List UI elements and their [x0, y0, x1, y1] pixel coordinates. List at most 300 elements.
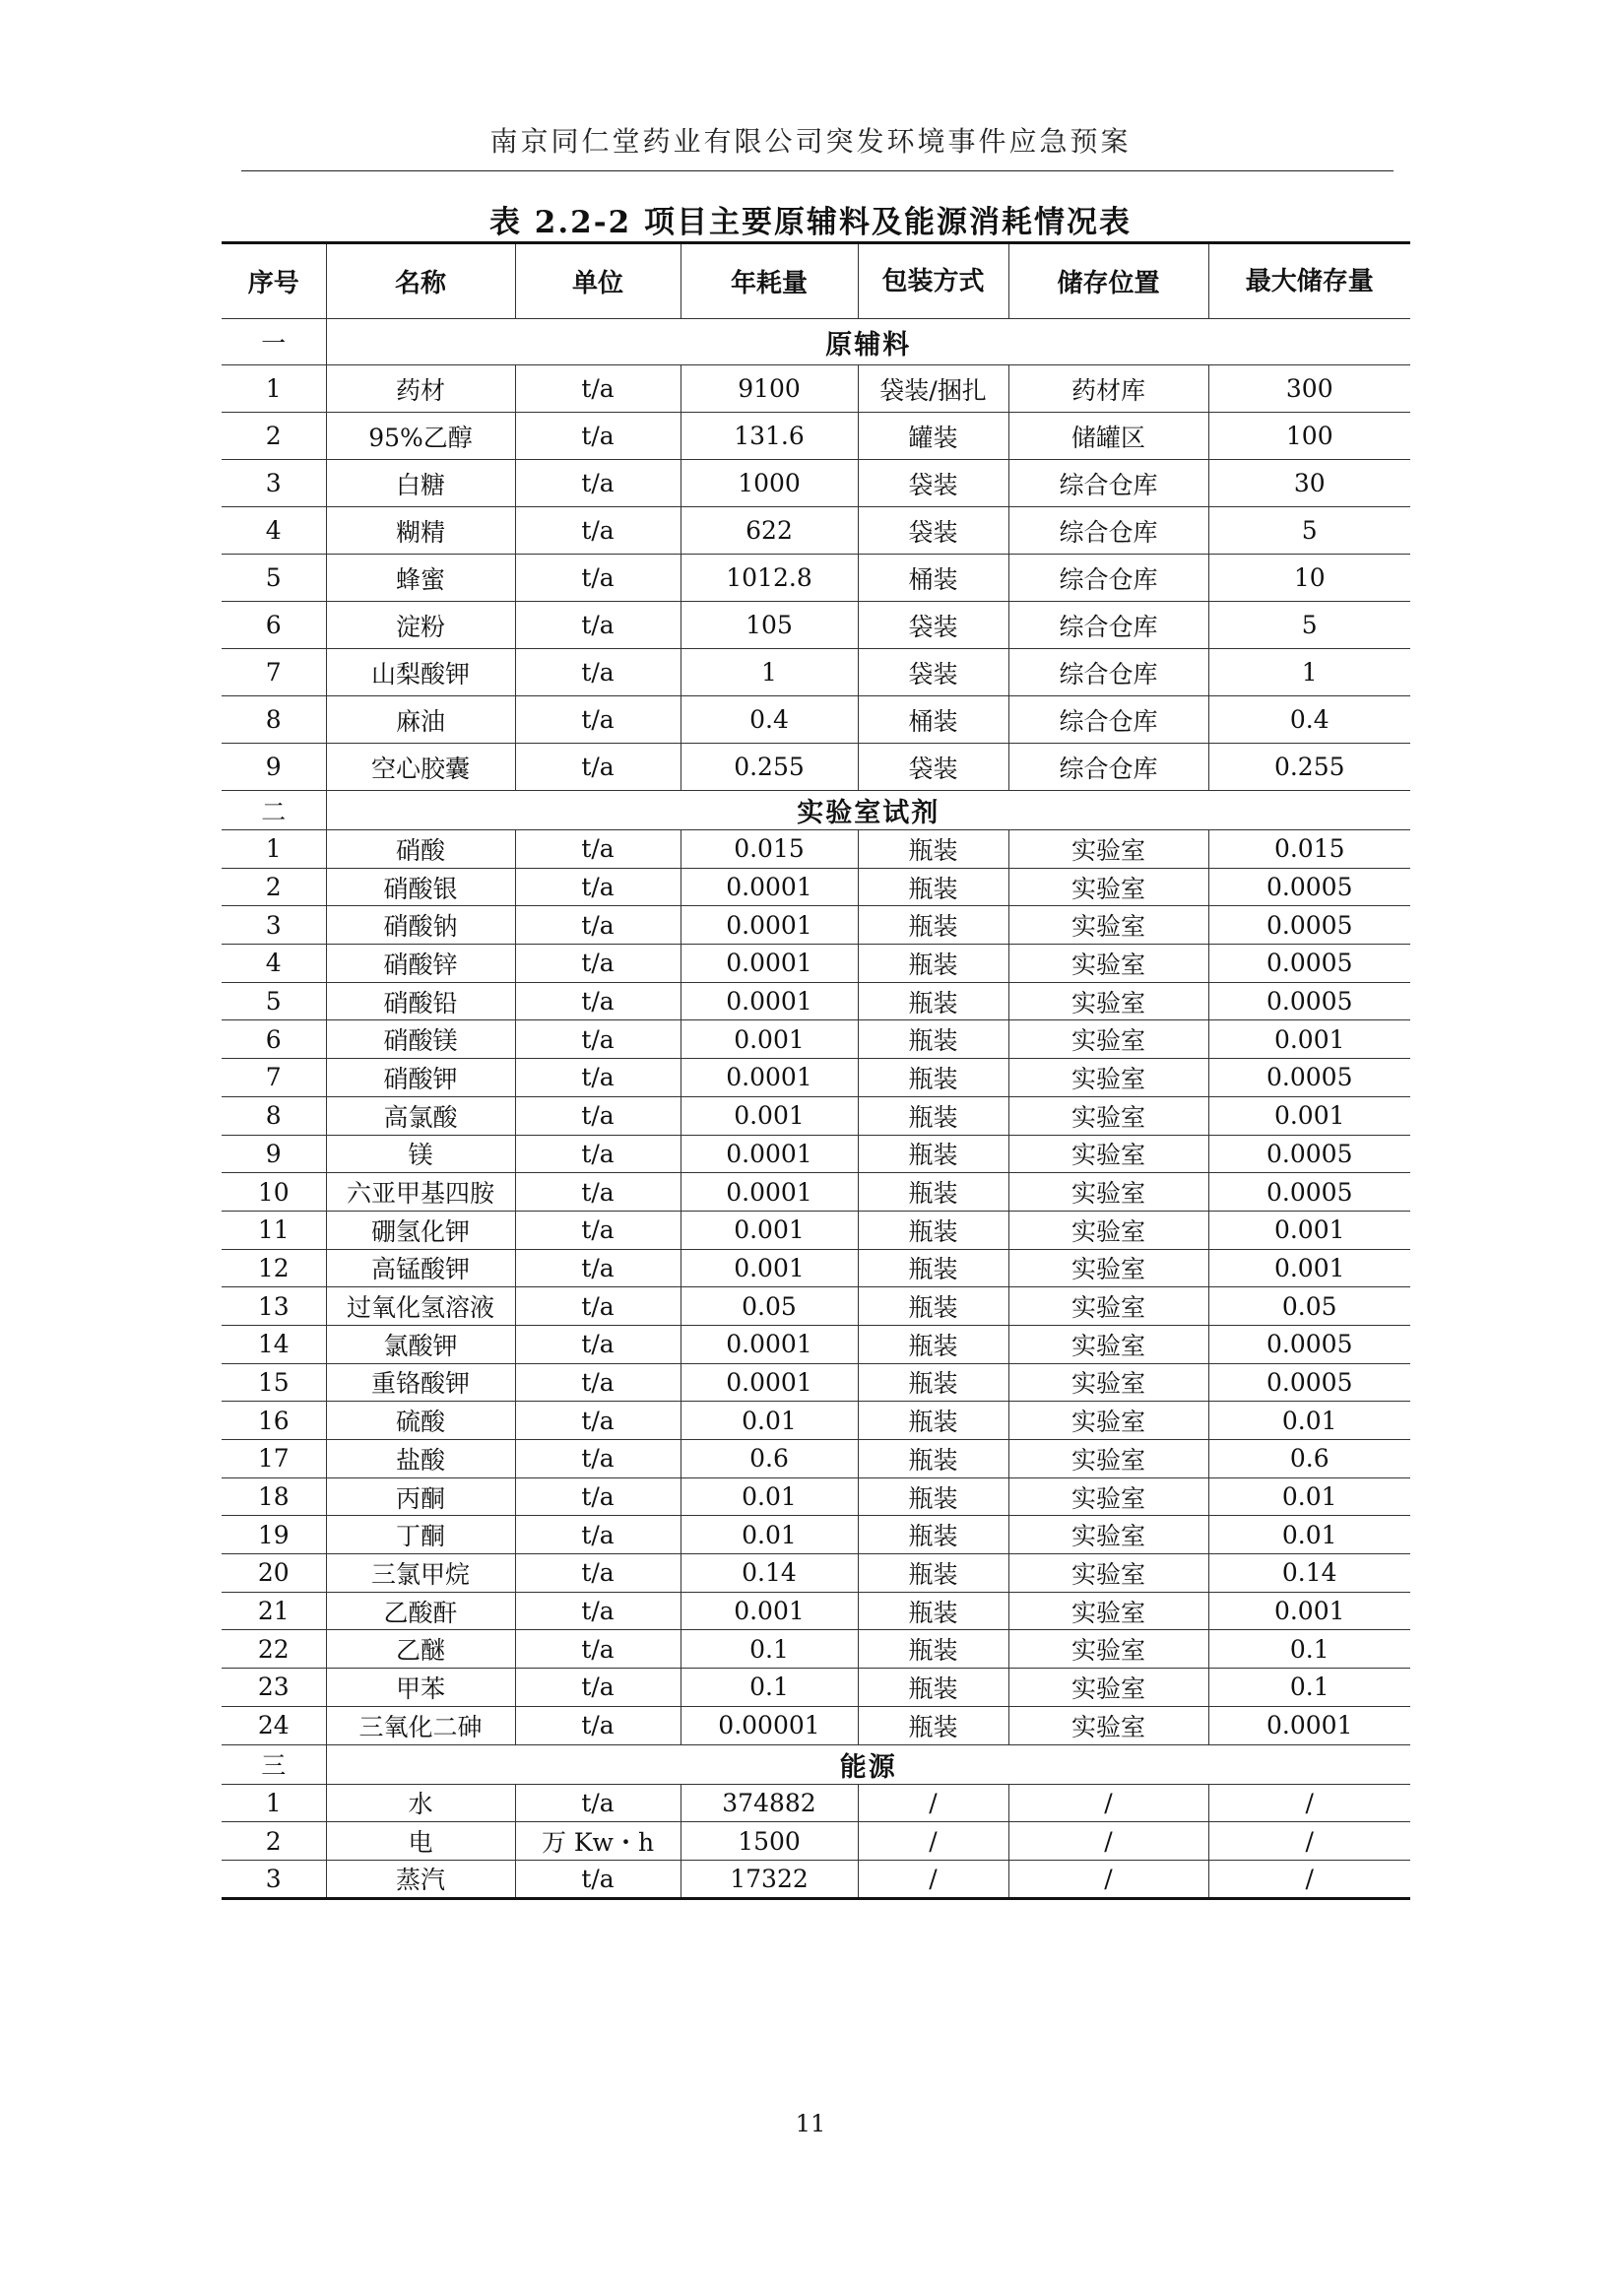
cell-packaging: 瓶装: [858, 1096, 1008, 1135]
section-title: 能源: [326, 1744, 1410, 1784]
table-row: [222, 1173, 1410, 1212]
cell-storage-location: 综合仓库: [1008, 555, 1208, 602]
cell-packaging: 瓶装: [858, 1363, 1008, 1402]
cell-packaging: 袋装: [858, 602, 1008, 649]
cell-annual-consumption: 0.0001: [681, 1059, 858, 1097]
table-body: [222, 319, 1410, 1899]
table-row: [222, 744, 1410, 791]
cell-unit: t/a: [515, 906, 681, 945]
cell-unit: t/a: [515, 696, 681, 744]
col-header-index: 序号: [222, 243, 326, 319]
cell-storage-location: 实验室: [1008, 1059, 1208, 1097]
cell-max-storage: /: [1208, 1822, 1410, 1861]
cell-unit: t/a: [515, 1287, 681, 1326]
cell-name: 六亚甲基四胺: [326, 1173, 515, 1212]
cell-name: 硝酸锌: [326, 945, 515, 983]
cell-name: 过氧化氢溶液: [326, 1287, 515, 1326]
cell-packaging: 瓶装: [858, 1477, 1008, 1516]
cell-index: 1: [222, 1784, 326, 1822]
cell-packaging: 瓶装: [858, 1287, 1008, 1326]
cell-name: 镁: [326, 1135, 515, 1173]
cell-annual-consumption: 374882: [681, 1784, 858, 1822]
cell-name: 电: [326, 1822, 515, 1861]
cell-index: 9: [222, 744, 326, 791]
table-row: [222, 945, 1410, 983]
cell-packaging: 瓶装: [858, 906, 1008, 945]
cell-max-storage: 100: [1208, 413, 1410, 460]
cell-unit: t/a: [515, 1211, 681, 1249]
cell-storage-location: 实验室: [1008, 1249, 1208, 1287]
cell-unit: t/a: [515, 1249, 681, 1287]
section-row: [222, 1744, 1410, 1784]
cell-storage-location: 实验室: [1008, 1477, 1208, 1516]
cell-storage-location: 实验室: [1008, 1173, 1208, 1212]
cell-storage-location: 实验室: [1008, 1554, 1208, 1593]
page-number: 11: [795, 2110, 826, 2137]
col-header-storage-location: 储存位置: [1008, 243, 1208, 319]
cell-packaging: 桶装: [858, 555, 1008, 602]
cell-annual-consumption: 0.001: [681, 1592, 858, 1630]
cell-unit: t/a: [515, 1516, 681, 1554]
table-row: [222, 1592, 1410, 1630]
cell-max-storage: 5: [1208, 602, 1410, 649]
cell-annual-consumption: 17322: [681, 1860, 858, 1898]
cell-packaging: 桶装: [858, 696, 1008, 744]
col-header-max-storage: 最大储存量: [1208, 243, 1410, 319]
table-row: [222, 1706, 1410, 1744]
cell-name: 硫酸: [326, 1402, 515, 1440]
cell-index: 13: [222, 1287, 326, 1326]
cell-packaging: 瓶装: [858, 830, 1008, 869]
cell-packaging: 罐装: [858, 413, 1008, 460]
cell-unit: t/a: [515, 555, 681, 602]
cell-unit: t/a: [515, 945, 681, 983]
cell-annual-consumption: 0.05: [681, 1287, 858, 1326]
cell-unit: t/a: [515, 1592, 681, 1630]
cell-max-storage: 0.001: [1208, 1592, 1410, 1630]
cell-annual-consumption: 0.001: [681, 1096, 858, 1135]
cell-storage-location: 实验室: [1008, 1211, 1208, 1249]
cell-max-storage: 0.255: [1208, 744, 1410, 791]
cell-index: 3: [222, 1860, 326, 1898]
cell-packaging: 瓶装: [858, 1402, 1008, 1440]
cell-annual-consumption: 0.4: [681, 696, 858, 744]
table-row: [222, 1020, 1410, 1059]
cell-annual-consumption: 0.001: [681, 1249, 858, 1287]
cell-packaging: 瓶装: [858, 1249, 1008, 1287]
cell-name: 硝酸镁: [326, 1020, 515, 1059]
cell-index: 3: [222, 906, 326, 945]
table-row: [222, 1363, 1410, 1402]
cell-name: 高锰酸钾: [326, 1249, 515, 1287]
table-row: [222, 1440, 1410, 1478]
cell-name: 甲苯: [326, 1669, 515, 1707]
table-row: [222, 460, 1410, 507]
cell-unit: t/a: [515, 868, 681, 906]
cell-index: 20: [222, 1554, 326, 1593]
cell-index: 22: [222, 1630, 326, 1669]
cell-index: 9: [222, 1135, 326, 1173]
cell-max-storage: 0.001: [1208, 1020, 1410, 1059]
cell-name: 硝酸铅: [326, 982, 515, 1020]
cell-unit: t/a: [515, 830, 681, 869]
cell-max-storage: 0.4: [1208, 696, 1410, 744]
cell-unit: t/a: [515, 1630, 681, 1669]
cell-name: 糊精: [326, 507, 515, 555]
header-divider: [241, 170, 1394, 171]
cell-storage-location: 实验室: [1008, 1706, 1208, 1744]
cell-name: 三氧化二砷: [326, 1706, 515, 1744]
cell-annual-consumption: 1500: [681, 1822, 858, 1861]
cell-name: 蜂蜜: [326, 555, 515, 602]
cell-annual-consumption: 9100: [681, 365, 858, 413]
cell-max-storage: 0.05: [1208, 1287, 1410, 1326]
cell-index: 4: [222, 507, 326, 555]
cell-packaging: 瓶装: [858, 1592, 1008, 1630]
cell-index: 3: [222, 460, 326, 507]
cell-packaging: /: [858, 1822, 1008, 1861]
table-row: [222, 1249, 1410, 1287]
cell-annual-consumption: 0.0001: [681, 1173, 858, 1212]
cell-packaging: 瓶装: [858, 1630, 1008, 1669]
cell-name: 丁酮: [326, 1516, 515, 1554]
cell-packaging: 瓶装: [858, 1554, 1008, 1593]
col-header-name: 名称: [326, 243, 515, 319]
cell-unit: t/a: [515, 982, 681, 1020]
cell-index: 7: [222, 649, 326, 696]
cell-storage-location: 综合仓库: [1008, 507, 1208, 555]
cell-index: 2: [222, 1822, 326, 1861]
cell-annual-consumption: 105: [681, 602, 858, 649]
cell-max-storage: 0.0005: [1208, 1173, 1410, 1212]
cell-name: 盐酸: [326, 1440, 515, 1478]
cell-packaging: 瓶装: [858, 1173, 1008, 1212]
cell-unit: t/a: [515, 1020, 681, 1059]
cell-name: 硝酸钾: [326, 1059, 515, 1097]
cell-name: 硼氢化钾: [326, 1211, 515, 1249]
cell-storage-location: 实验室: [1008, 1135, 1208, 1173]
cell-index: 2: [222, 413, 326, 460]
cell-storage-location: 实验室: [1008, 1325, 1208, 1363]
cell-max-storage: 0.0005: [1208, 1325, 1410, 1363]
cell-annual-consumption: 1: [681, 649, 858, 696]
cell-max-storage: 0.01: [1208, 1477, 1410, 1516]
cell-unit: t/a: [515, 365, 681, 413]
cell-index: 5: [222, 982, 326, 1020]
cell-index: 21: [222, 1592, 326, 1630]
cell-storage-location: /: [1008, 1822, 1208, 1861]
table-row: [222, 1135, 1410, 1173]
cell-name: 白糖: [326, 460, 515, 507]
table-header-row: [222, 243, 1410, 319]
cell-annual-consumption: 0.0001: [681, 1325, 858, 1363]
cell-index: 6: [222, 602, 326, 649]
table-row: [222, 1554, 1410, 1593]
cell-packaging: 瓶装: [858, 945, 1008, 983]
cell-annual-consumption: 0.015: [681, 830, 858, 869]
cell-annual-consumption: 0.0001: [681, 982, 858, 1020]
cell-storage-location: 实验室: [1008, 1287, 1208, 1326]
materials-table: [222, 241, 1410, 1900]
cell-max-storage: 0.0005: [1208, 1135, 1410, 1173]
cell-packaging: 瓶装: [858, 1669, 1008, 1707]
cell-index: 16: [222, 1402, 326, 1440]
cell-name: 蒸汽: [326, 1860, 515, 1898]
cell-name: 山梨酸钾: [326, 649, 515, 696]
cell-storage-location: 药材库: [1008, 365, 1208, 413]
cell-unit: t/a: [515, 602, 681, 649]
cell-index: 6: [222, 1020, 326, 1059]
cell-index: 8: [222, 696, 326, 744]
table-row: [222, 1402, 1410, 1440]
cell-packaging: 瓶装: [858, 982, 1008, 1020]
section-row: [222, 319, 1410, 365]
cell-unit: t/a: [515, 1554, 681, 1593]
cell-packaging: 瓶装: [858, 1706, 1008, 1744]
cell-max-storage: 30: [1208, 460, 1410, 507]
cell-packaging: 袋装: [858, 649, 1008, 696]
cell-max-storage: 10: [1208, 555, 1410, 602]
cell-max-storage: 0.01: [1208, 1402, 1410, 1440]
cell-packaging: 袋装: [858, 460, 1008, 507]
cell-name: 空心胶囊: [326, 744, 515, 791]
cell-storage-location: 综合仓库: [1008, 744, 1208, 791]
cell-unit: t/a: [515, 1059, 681, 1097]
cell-unit: t/a: [515, 1860, 681, 1898]
cell-storage-location: 实验室: [1008, 1020, 1208, 1059]
section-number: 三: [222, 1744, 326, 1784]
cell-annual-consumption: 0.0001: [681, 945, 858, 983]
section-number: 二: [222, 791, 326, 830]
table-row: [222, 1477, 1410, 1516]
section-title: 实验室试剂: [326, 791, 1410, 830]
cell-annual-consumption: 0.01: [681, 1402, 858, 1440]
cell-packaging: /: [858, 1860, 1008, 1898]
cell-unit: t/a: [515, 1325, 681, 1363]
cell-unit: t/a: [515, 649, 681, 696]
document-header: 南京同仁堂药业有限公司突发环境事件应急预案: [489, 125, 1132, 158]
cell-unit: t/a: [515, 413, 681, 460]
cell-unit: t/a: [515, 1363, 681, 1402]
cell-annual-consumption: 0.01: [681, 1477, 858, 1516]
cell-name: 三氯甲烷: [326, 1554, 515, 1593]
cell-annual-consumption: 0.6: [681, 1440, 858, 1478]
cell-storage-location: 实验室: [1008, 906, 1208, 945]
cell-max-storage: 0.01: [1208, 1516, 1410, 1554]
section-number: 一: [222, 319, 326, 365]
cell-storage-location: 综合仓库: [1008, 649, 1208, 696]
col-header-packaging: 包装方式: [858, 243, 1008, 319]
cell-annual-consumption: 0.0001: [681, 1135, 858, 1173]
cell-index: 2: [222, 868, 326, 906]
cell-max-storage: /: [1208, 1784, 1410, 1822]
table-row: [222, 1096, 1410, 1135]
cell-annual-consumption: 0.1: [681, 1630, 858, 1669]
cell-max-storage: 0.0001: [1208, 1706, 1410, 1744]
cell-storage-location: 实验室: [1008, 1669, 1208, 1707]
cell-unit: t/a: [515, 507, 681, 555]
cell-unit: t/a: [515, 1706, 681, 1744]
cell-annual-consumption: 0.0001: [681, 1363, 858, 1402]
table-row: [222, 1860, 1410, 1898]
cell-annual-consumption: 0.0001: [681, 868, 858, 906]
cell-index: 19: [222, 1516, 326, 1554]
cell-packaging: 瓶装: [858, 1516, 1008, 1554]
cell-unit: t/a: [515, 744, 681, 791]
cell-storage-location: 综合仓库: [1008, 602, 1208, 649]
table-row: [222, 365, 1410, 413]
cell-max-storage: 0.0005: [1208, 1363, 1410, 1402]
cell-storage-location: 综合仓库: [1008, 696, 1208, 744]
cell-annual-consumption: 0.001: [681, 1211, 858, 1249]
cell-storage-location: /: [1008, 1860, 1208, 1898]
cell-max-storage: 0.0005: [1208, 982, 1410, 1020]
cell-storage-location: 实验室: [1008, 1096, 1208, 1135]
cell-packaging: 瓶装: [858, 1135, 1008, 1173]
cell-index: 14: [222, 1325, 326, 1363]
cell-name: 硝酸银: [326, 868, 515, 906]
cell-unit: t/a: [515, 460, 681, 507]
cell-annual-consumption: 0.14: [681, 1554, 858, 1593]
cell-index: 12: [222, 1249, 326, 1287]
cell-name: 硝酸: [326, 830, 515, 869]
cell-name: 淀粉: [326, 602, 515, 649]
cell-index: 24: [222, 1706, 326, 1744]
cell-max-storage: 0.015: [1208, 830, 1410, 869]
cell-unit: t/a: [515, 1173, 681, 1212]
table-row: [222, 602, 1410, 649]
col-header-unit: 单位: [515, 243, 681, 319]
cell-unit: t/a: [515, 1135, 681, 1173]
cell-name: 硝酸钠: [326, 906, 515, 945]
table-row: [222, 1059, 1410, 1097]
cell-storage-location: 实验室: [1008, 1402, 1208, 1440]
cell-index: 4: [222, 945, 326, 983]
cell-max-storage: /: [1208, 1860, 1410, 1898]
table-row: [222, 649, 1410, 696]
table-title: 表 2.2-2 项目主要原辅料及能源消耗情况表: [489, 205, 1132, 240]
table-row: [222, 1325, 1410, 1363]
cell-storage-location: 实验室: [1008, 830, 1208, 869]
cell-storage-location: /: [1008, 1784, 1208, 1822]
cell-annual-consumption: 0.255: [681, 744, 858, 791]
cell-name: 乙醚: [326, 1630, 515, 1669]
col-header-annual-consumption: 年耗量: [681, 243, 858, 319]
table-row: [222, 1287, 1410, 1326]
cell-index: 11: [222, 1211, 326, 1249]
cell-annual-consumption: 0.0001: [681, 906, 858, 945]
cell-max-storage: 0.0005: [1208, 906, 1410, 945]
cell-name: 95%乙醇: [326, 413, 515, 460]
cell-unit: t/a: [515, 1440, 681, 1478]
cell-name: 高氯酸: [326, 1096, 515, 1135]
cell-unit: t/a: [515, 1477, 681, 1516]
table-row: [222, 1516, 1410, 1554]
cell-max-storage: 0.0005: [1208, 868, 1410, 906]
cell-packaging: 瓶装: [858, 1059, 1008, 1097]
cell-storage-location: 实验室: [1008, 1630, 1208, 1669]
cell-annual-consumption: 0.1: [681, 1669, 858, 1707]
table-row: [222, 1822, 1410, 1861]
cell-packaging: 瓶装: [858, 868, 1008, 906]
cell-unit: t/a: [515, 1096, 681, 1135]
cell-packaging: 袋装: [858, 744, 1008, 791]
table-row: [222, 868, 1410, 906]
cell-max-storage: 0.1: [1208, 1630, 1410, 1669]
cell-max-storage: 0.1: [1208, 1669, 1410, 1707]
cell-max-storage: 0.001: [1208, 1211, 1410, 1249]
cell-index: 17: [222, 1440, 326, 1478]
cell-index: 15: [222, 1363, 326, 1402]
table-row: [222, 555, 1410, 602]
cell-packaging: 瓶装: [858, 1325, 1008, 1363]
cell-name: 丙酮: [326, 1477, 515, 1516]
cell-annual-consumption: 1012.8: [681, 555, 858, 602]
cell-max-storage: 0.001: [1208, 1096, 1410, 1135]
cell-max-storage: 300: [1208, 365, 1410, 413]
cell-max-storage: 0.6: [1208, 1440, 1410, 1478]
cell-name: 乙酸酐: [326, 1592, 515, 1630]
section-row: [222, 791, 1410, 830]
table-row: [222, 696, 1410, 744]
cell-index: 7: [222, 1059, 326, 1097]
cell-annual-consumption: 1000: [681, 460, 858, 507]
cell-storage-location: 实验室: [1008, 1363, 1208, 1402]
cell-name: 氯酸钾: [326, 1325, 515, 1363]
cell-index: 10: [222, 1173, 326, 1212]
cell-packaging: 瓶装: [858, 1211, 1008, 1249]
cell-index: 23: [222, 1669, 326, 1707]
cell-name: 水: [326, 1784, 515, 1822]
table-row: [222, 906, 1410, 945]
table-row: [222, 1669, 1410, 1707]
cell-unit: t/a: [515, 1784, 681, 1822]
cell-storage-location: 实验室: [1008, 1516, 1208, 1554]
cell-index: 18: [222, 1477, 326, 1516]
table-row: [222, 830, 1410, 869]
cell-index: 5: [222, 555, 326, 602]
table-row: [222, 982, 1410, 1020]
cell-max-storage: 0.0005: [1208, 1059, 1410, 1097]
cell-name: 重铬酸钾: [326, 1363, 515, 1402]
cell-max-storage: 5: [1208, 507, 1410, 555]
table-row: [222, 1784, 1410, 1822]
table-row: [222, 413, 1410, 460]
cell-max-storage: 0.0005: [1208, 945, 1410, 983]
cell-packaging: /: [858, 1784, 1008, 1822]
cell-max-storage: 0.001: [1208, 1249, 1410, 1287]
cell-storage-location: 综合仓库: [1008, 460, 1208, 507]
cell-packaging: 袋装: [858, 507, 1008, 555]
cell-storage-location: 实验室: [1008, 868, 1208, 906]
cell-packaging: 瓶装: [858, 1440, 1008, 1478]
cell-packaging: 瓶装: [858, 1020, 1008, 1059]
cell-annual-consumption: 0.00001: [681, 1706, 858, 1744]
cell-packaging: 袋装/捆扎: [858, 365, 1008, 413]
cell-name: 药材: [326, 365, 515, 413]
cell-index: 8: [222, 1096, 326, 1135]
section-title: 原辅料: [326, 319, 1410, 365]
table-row: [222, 1630, 1410, 1669]
cell-storage-location: 实验室: [1008, 945, 1208, 983]
cell-storage-location: 实验室: [1008, 1592, 1208, 1630]
table-row: [222, 507, 1410, 555]
cell-annual-consumption: 0.01: [681, 1516, 858, 1554]
cell-max-storage: 0.14: [1208, 1554, 1410, 1593]
table-row: [222, 1211, 1410, 1249]
cell-storage-location: 实验室: [1008, 982, 1208, 1020]
cell-unit: t/a: [515, 1669, 681, 1707]
